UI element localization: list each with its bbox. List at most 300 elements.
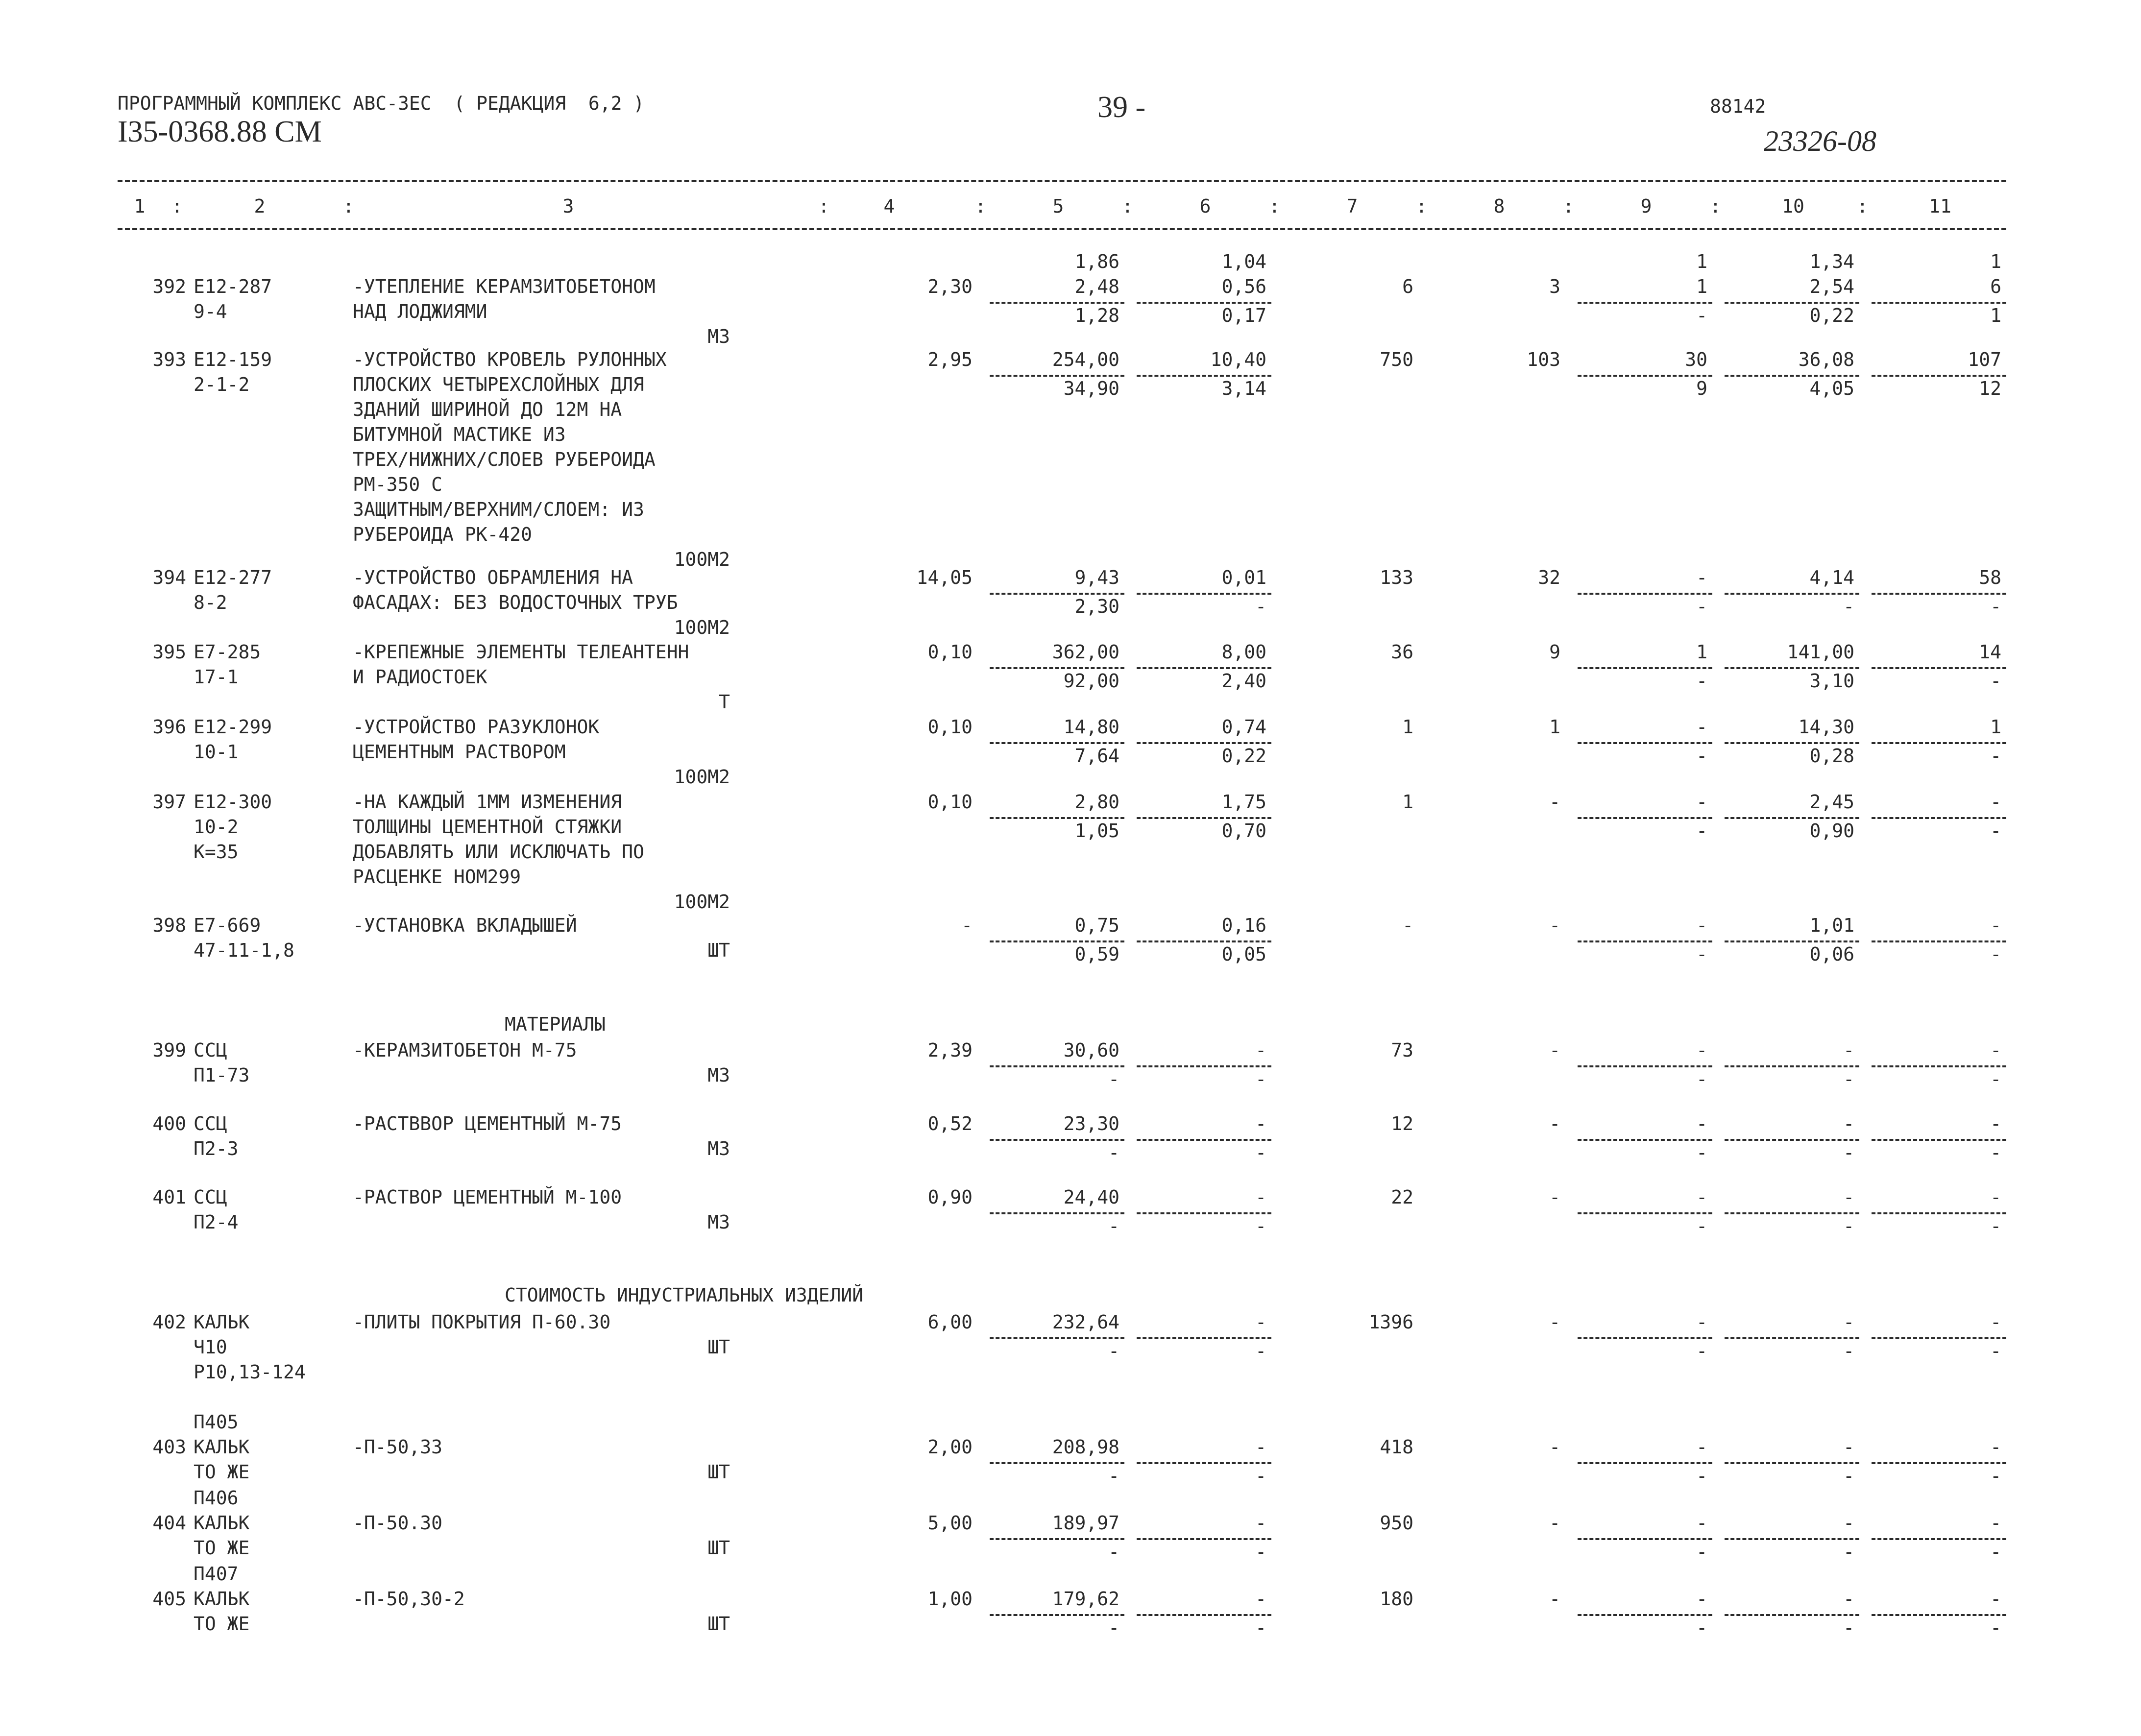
row-unit-cost: 7,64	[1074, 745, 1119, 767]
row-unit-cost: 0,75	[1074, 915, 1119, 936]
column-separator: :	[1857, 195, 1868, 217]
row-unit-wages: -	[1255, 1039, 1266, 1061]
row-machine-wages: 30	[1685, 349, 1707, 370]
row-code-prefix: П407	[194, 1563, 239, 1585]
row-code: 10-1	[194, 741, 239, 763]
row-divider	[1872, 375, 2006, 377]
row-labor: 4,05	[1809, 378, 1854, 399]
row-divider	[1872, 302, 2006, 304]
row-unit-cost: 232,64	[1052, 1311, 1119, 1333]
column-header-8: 8	[1493, 195, 1505, 217]
row-code: 47-11-1,8	[194, 940, 294, 961]
row-code: 9-4	[194, 301, 227, 322]
column-header-5: 5	[1052, 195, 1064, 217]
row-total-wages: -	[1549, 1113, 1560, 1134]
row-unit: М3	[707, 1138, 730, 1159]
row-description: -УСТРОЙСТВО КРОВЕЛЬ РУЛОННЫХ	[353, 349, 667, 370]
row-labor-total: 1	[1990, 716, 2001, 738]
row-unit-wages: -	[1255, 1068, 1266, 1090]
row-divider	[1725, 1212, 1859, 1214]
row-total-cost: 36	[1391, 641, 1413, 663]
row-unit-cost: 0,59	[1074, 943, 1119, 965]
column-header-7: 7	[1346, 195, 1358, 217]
row-quantity: 14,05	[916, 567, 973, 588]
row-total-cost: 133	[1380, 567, 1413, 588]
row-divider	[1578, 1538, 1712, 1540]
row-divider	[1725, 1462, 1859, 1464]
row-machine-wages: -	[1696, 596, 1707, 617]
row-code: П2-4	[194, 1211, 239, 1233]
row-number: 392	[152, 276, 186, 297]
row-labor: -	[1843, 1340, 1854, 1362]
column-header-2: 2	[254, 195, 266, 217]
row-labor-total: -	[1990, 1340, 2001, 1362]
row-description: ЗДАНИЙ ШИРИНОЙ ДО 12М НА	[353, 399, 622, 420]
row-divider	[1872, 593, 2006, 595]
row-total-cost: 1396	[1368, 1311, 1413, 1333]
row-unit: 100М2	[674, 617, 730, 638]
row-divider	[1578, 302, 1712, 304]
column-header-11: 11	[1929, 195, 1951, 217]
row-total-wages: 3	[1549, 276, 1560, 297]
row-divider	[1725, 302, 1859, 304]
row-unit-cost: 9,43	[1074, 567, 1119, 588]
row-divider	[1578, 940, 1712, 942]
row-total-wages: 32	[1538, 567, 1560, 588]
row-machine-wages: -	[1696, 716, 1707, 738]
row-unit: 100М2	[674, 891, 730, 913]
row-labor: -	[1843, 1113, 1854, 1134]
column-separator: :	[343, 195, 354, 217]
column-header-1: 1	[134, 195, 146, 217]
row-total-cost: 180	[1380, 1588, 1413, 1610]
row-code: К=35	[194, 841, 239, 863]
row-total-cost: -	[1402, 915, 1413, 936]
row-code: КАЛЬК	[194, 1311, 250, 1333]
row-machine-wages: -	[1696, 1340, 1707, 1362]
row-unit-cost: -	[1108, 1142, 1119, 1163]
row-labor: -	[1843, 1617, 1854, 1639]
row-description: ДОБАВЛЯТЬ ИЛИ ИСКЛЮЧАТЬ ПО	[353, 841, 644, 863]
row-unit-wages: 1,75	[1221, 791, 1266, 813]
row-divider	[1872, 1538, 2006, 1540]
row-code: Е12-300	[194, 791, 272, 813]
row-divider	[1578, 742, 1712, 744]
row-number: 398	[152, 915, 186, 936]
row-number: 397	[152, 791, 186, 813]
row-labor-total: -	[1990, 1541, 2001, 1563]
row-unit-wages: -	[1255, 1311, 1266, 1333]
row-labor: 0,90	[1809, 820, 1854, 842]
row-labor-total: -	[1990, 791, 2001, 813]
row-labor: -	[1843, 1512, 1854, 1534]
row-divider	[1872, 667, 2006, 669]
row-total-cost: 950	[1380, 1512, 1413, 1534]
row-divider	[990, 1462, 1124, 1464]
row-description: ТРЕХ/НИЖНИХ/СЛОЕВ РУБЕРОИДА	[353, 449, 656, 470]
row-description: -УТЕПЛЕНИЕ КЕРАМЗИТОБЕТОНОМ	[353, 276, 656, 297]
row-description: -РАСТВВОР ЦЕМЕНТНЫЙ М-75	[353, 1113, 622, 1134]
row-code: Е12-277	[194, 567, 272, 588]
row-quantity: 0,52	[927, 1113, 973, 1134]
row-number: 393	[152, 349, 186, 370]
row-code: ТО ЖЕ	[194, 1613, 250, 1635]
row-quantity: 2,95	[927, 349, 973, 370]
row-divider	[990, 1538, 1124, 1540]
row-description: -УСТРОЙСТВО ОБРАМЛЕНИЯ НА	[353, 567, 633, 588]
row-divider	[1137, 593, 1271, 595]
row-machine-wages: -	[1696, 1068, 1707, 1090]
row-description: РМ-350 С	[353, 474, 443, 495]
row-quantity: 0,10	[927, 641, 973, 663]
row-total-wages: -	[1549, 1039, 1560, 1061]
row-unit-wages: -	[1255, 1186, 1266, 1208]
row-unit-cost: 179,62	[1052, 1588, 1119, 1610]
column-header-10: 10	[1782, 195, 1804, 217]
row-divider	[1578, 1337, 1712, 1339]
row-unit-wages: -	[1255, 1512, 1266, 1534]
row-unit-wages: -	[1255, 1436, 1266, 1458]
row-total-wages: -	[1549, 1588, 1560, 1610]
row-divider	[1137, 1462, 1271, 1464]
row-unit-cost: 2,30	[1074, 596, 1119, 617]
row-number: 401	[152, 1186, 186, 1208]
row-machine-wages: -	[1696, 567, 1707, 588]
row-unit-cost: 24,40	[1063, 1186, 1119, 1208]
row-unit-wages: 0,22	[1221, 745, 1266, 767]
section-materials-title: МАТЕРИАЛЫ	[505, 1013, 606, 1035]
column-separator: :	[1416, 195, 1427, 217]
row-description: -КЕРАМЗИТОБЕТОН М-75	[353, 1039, 577, 1061]
row-divider	[1725, 1065, 1859, 1067]
row-divider	[1578, 1139, 1712, 1141]
row-unit-cost: 1,05	[1074, 820, 1119, 842]
row-machine-wages: -	[1696, 1512, 1707, 1534]
row-code: 17-1	[194, 666, 239, 688]
row-total-cost: 73	[1391, 1039, 1413, 1061]
row-unit-wages: -	[1255, 1340, 1266, 1362]
row-divider	[990, 1212, 1124, 1214]
row-labor-total: -	[1990, 670, 2001, 692]
row-labor: 14,30	[1798, 716, 1854, 738]
row-unit-wages: -	[1255, 1215, 1266, 1237]
row-labor-total: -	[1990, 1436, 2001, 1458]
row-unit-wages: 0,56	[1221, 276, 1266, 297]
row-code: ТО ЖЕ	[194, 1537, 250, 1559]
column-header-3: 3	[562, 195, 574, 217]
row-labor-total: -	[1990, 745, 2001, 767]
row-unit-cost: -	[1108, 1068, 1119, 1090]
column-separator: :	[171, 195, 183, 217]
row-quantity: 5,00	[927, 1512, 973, 1534]
row-description: БИТУМНОЙ МАСТИКЕ ИЗ	[353, 424, 566, 445]
row-quantity: 0,10	[927, 791, 973, 813]
row-quantity: 6,00	[927, 1311, 973, 1333]
row-divider	[1872, 1139, 2006, 1141]
row-total-cost: 22	[1391, 1186, 1413, 1208]
row-code: Е7-669	[194, 915, 261, 936]
row-labor: -	[1843, 1588, 1854, 1610]
row-quantity: 2,00	[927, 1436, 973, 1458]
row-labor: 4,14	[1809, 567, 1854, 588]
row-unit-cost: 34,90	[1063, 378, 1119, 399]
row-unit-wages: 1,04	[1221, 251, 1266, 272]
row-divider	[1578, 667, 1712, 669]
row-number: 402	[152, 1311, 186, 1333]
row-divider	[1725, 667, 1859, 669]
row-labor-total: 14	[1979, 641, 2001, 663]
row-machine-wages: 9	[1696, 378, 1707, 399]
row-unit: ШТ	[707, 1336, 730, 1358]
row-unit-wages: -	[1255, 1588, 1266, 1610]
row-total-wages: -	[1549, 915, 1560, 936]
row-labor-total: -	[1990, 1311, 2001, 1333]
row-total-wages: 9	[1549, 641, 1560, 663]
row-unit-cost: 1,28	[1074, 305, 1119, 326]
row-code: КАЛЬК	[194, 1436, 250, 1458]
row-machine-wages: -	[1696, 1113, 1707, 1134]
row-description: НАД ЛОДЖИЯМИ	[353, 301, 487, 322]
row-labor-total: -	[1990, 1068, 2001, 1090]
handwritten-number: 23326-08	[1764, 125, 1876, 157]
row-divider	[1578, 1212, 1712, 1214]
row-total-wages: -	[1549, 1512, 1560, 1534]
row-total-cost: 1	[1402, 791, 1413, 813]
row-divider	[1725, 375, 1859, 377]
row-divider	[990, 940, 1124, 942]
row-description: ЦЕМЕНТНЫМ РАСТВОРОМ	[353, 741, 566, 763]
column-separator: :	[1563, 195, 1574, 217]
row-divider	[1137, 1065, 1271, 1067]
row-divider	[1725, 817, 1859, 819]
row-divider	[1872, 1614, 2006, 1616]
row-machine-wages: -	[1696, 1311, 1707, 1333]
row-code: КАЛЬК	[194, 1588, 250, 1610]
row-unit-cost: -	[1108, 1465, 1119, 1487]
row-divider	[1872, 817, 2006, 819]
row-total-wages: -	[1549, 1436, 1560, 1458]
row-divider	[1725, 742, 1859, 744]
row-divider	[990, 593, 1124, 595]
row-machine-wages: -	[1696, 670, 1707, 692]
row-labor-total: 107	[1968, 349, 2001, 370]
row-machine-wages: -	[1696, 1436, 1707, 1458]
row-quantity: 0,90	[927, 1186, 973, 1208]
row-description: ЗАЩИТНЫМ/ВЕРХНИМ/СЛОЕМ: ИЗ	[353, 499, 644, 520]
row-description: -П-50,30-2	[353, 1588, 465, 1610]
row-total-cost: 6	[1402, 276, 1413, 297]
row-divider	[1137, 742, 1271, 744]
row-total-wages: 103	[1527, 349, 1560, 370]
row-code: Е7-285	[194, 641, 261, 663]
row-labor: 36,08	[1798, 349, 1854, 370]
row-labor: 2,45	[1809, 791, 1854, 813]
row-unit-wages: 0,74	[1221, 716, 1266, 738]
document-code: I35-0368.88 СМ	[118, 115, 322, 148]
row-divider	[1137, 1614, 1271, 1616]
column-separator: :	[975, 195, 986, 217]
row-labor-total: 12	[1979, 378, 2001, 399]
row-divider	[990, 742, 1124, 744]
row-description: ПЛОСКИХ ЧЕТЫРЕХСЛОЙНЫХ ДЛЯ	[353, 374, 644, 395]
row-code: П2-3	[194, 1138, 239, 1159]
column-separator: :	[1269, 195, 1280, 217]
row-labor: 1,34	[1809, 251, 1854, 272]
row-description: -РАСТВОР ЦЕМЕНТНЫЙ М-100	[353, 1186, 622, 1208]
row-labor-total: -	[1990, 943, 2001, 965]
row-divider	[990, 1337, 1124, 1339]
row-divider	[1578, 1065, 1712, 1067]
row-divider	[990, 1065, 1124, 1067]
row-description: -УСТРОЙСТВО РАЗУКЛОНОК	[353, 716, 600, 738]
row-machine-wages: -	[1696, 943, 1707, 965]
row-unit: М3	[707, 1064, 730, 1086]
row-unit-cost: 208,98	[1052, 1436, 1119, 1458]
row-labor: 2,54	[1809, 276, 1854, 297]
row-description: РУБЕРОИДА РК-420	[353, 524, 533, 545]
row-labor-total: -	[1990, 1617, 2001, 1639]
row-code: ССЦ	[194, 1186, 227, 1208]
row-unit-wages: -	[1255, 1113, 1266, 1134]
row-unit-cost: 23,30	[1063, 1113, 1119, 1134]
row-number: 405	[152, 1588, 186, 1610]
row-code: КАЛЬК	[194, 1512, 250, 1534]
row-unit: 100М2	[674, 766, 730, 788]
row-machine-wages: -	[1696, 1465, 1707, 1487]
row-labor: 141,00	[1787, 641, 1854, 663]
row-labor: 3,10	[1809, 670, 1854, 692]
row-description: -ПЛИТЫ ПОКРЫТИЯ П-60.30	[353, 1311, 611, 1333]
row-machine-wages: -	[1696, 1617, 1707, 1639]
row-machine-wages: -	[1696, 1039, 1707, 1061]
row-labor: -	[1843, 1436, 1854, 1458]
row-divider	[1137, 302, 1271, 304]
row-divider	[1137, 940, 1271, 942]
row-unit: ШТ	[707, 1537, 730, 1559]
row-labor: -	[1843, 1186, 1854, 1208]
row-total-cost: 12	[1391, 1113, 1413, 1134]
row-labor: -	[1843, 1541, 1854, 1563]
row-labor-total: -	[1990, 1512, 2001, 1534]
row-code: Р10,13-124	[194, 1361, 306, 1383]
row-unit-wages: 0,16	[1221, 915, 1266, 936]
row-description: -П-50.30	[353, 1512, 443, 1534]
row-quantity: 1,00	[927, 1588, 973, 1610]
row-unit-wages: -	[1255, 1617, 1266, 1639]
row-description: -П-50,33	[353, 1436, 443, 1458]
row-labor-total: 58	[1979, 567, 2001, 588]
row-unit: М3	[707, 326, 730, 347]
header-rule-bottom	[118, 228, 2006, 230]
row-labor-total: -	[1990, 1215, 2001, 1237]
row-description: И РАДИОСТОЕК	[353, 666, 487, 688]
row-divider	[1137, 1212, 1271, 1214]
row-divider	[990, 302, 1124, 304]
row-unit-cost: 14,80	[1063, 716, 1119, 738]
row-divider	[990, 667, 1124, 669]
row-divider	[1725, 940, 1859, 942]
row-total-cost: 418	[1380, 1436, 1413, 1458]
row-divider	[990, 375, 1124, 377]
row-machine-wages: -	[1696, 820, 1707, 842]
row-unit-cost: -	[1108, 1541, 1119, 1563]
row-divider	[1872, 1065, 2006, 1067]
row-divider	[1725, 1337, 1859, 1339]
row-unit-cost: -	[1108, 1617, 1119, 1639]
row-labor: 0,28	[1809, 745, 1854, 767]
column-header-9: 9	[1640, 195, 1652, 217]
row-labor: -	[1843, 1039, 1854, 1061]
row-unit: ШТ	[707, 940, 730, 961]
row-number: 400	[152, 1113, 186, 1134]
row-labor: 0,06	[1809, 943, 1854, 965]
program-title: ПРОГРАММНЫЙ КОМПЛЕКС АВС-ЗЕС ( РЕДАКЦИЯ 6,2 )	[118, 93, 645, 114]
row-unit-cost: 1,86	[1074, 251, 1119, 272]
row-unit-cost: 362,00	[1052, 641, 1119, 663]
row-code-prefix: П406	[194, 1487, 239, 1509]
row-unit-cost: -	[1108, 1215, 1119, 1237]
row-labor: -	[1843, 1142, 1854, 1163]
row-labor: -	[1843, 1311, 1854, 1333]
row-unit-wages: 0,05	[1221, 943, 1266, 965]
row-divider	[990, 817, 1124, 819]
row-total-wages: -	[1549, 1311, 1560, 1333]
row-unit: Т	[719, 691, 730, 713]
row-quantity: 2,30	[927, 276, 973, 297]
column-header-6: 6	[1199, 195, 1211, 217]
row-machine-wages: -	[1696, 915, 1707, 936]
row-labor: -	[1843, 1465, 1854, 1487]
row-total-cost: 750	[1380, 349, 1413, 370]
row-description: -УСТАНОВКА ВКЛАДЫШЕЙ	[353, 915, 577, 936]
row-total-cost: 1	[1402, 716, 1413, 738]
row-machine-wages: -	[1696, 1186, 1707, 1208]
column-separator: :	[818, 195, 829, 217]
row-description: РАСЦЕНКЕ НОМ299	[353, 866, 521, 888]
row-unit-wages: 2,40	[1221, 670, 1266, 692]
row-machine-wages: 1	[1696, 641, 1707, 663]
row-number: 403	[152, 1436, 186, 1458]
row-unit-wages: 0,17	[1221, 305, 1266, 326]
row-number: 404	[152, 1512, 186, 1534]
row-description: -КРЕПЕЖНЫЕ ЭЛЕМЕНТЫ ТЕЛЕАНТЕНН	[353, 641, 689, 663]
row-labor: -	[1843, 1215, 1854, 1237]
row-unit: 100М2	[674, 549, 730, 570]
row-divider	[1137, 1538, 1271, 1540]
row-labor-total: 6	[1990, 276, 2001, 297]
row-labor-total: -	[1990, 1113, 2001, 1134]
row-labor-total: -	[1990, 820, 2001, 842]
row-code: Е12-299	[194, 716, 272, 738]
header-rule-top	[118, 180, 2006, 182]
row-divider	[1578, 1614, 1712, 1616]
row-unit-wages: 3,14	[1221, 378, 1266, 399]
row-divider	[1872, 1337, 2006, 1339]
row-code: 10-2	[194, 816, 239, 838]
row-description: ФАСАДАХ: БЕЗ ВОДОСТОЧНЫХ ТРУБ	[353, 592, 678, 613]
row-unit-cost: 2,80	[1074, 791, 1119, 813]
section-products-title: СТОИМОСТЬ ИНДУСТРИАЛЬНЫХ ИЗДЕЛИЙ	[505, 1284, 864, 1306]
row-unit-wages: 10,40	[1210, 349, 1266, 370]
row-divider	[1137, 1139, 1271, 1141]
row-divider	[1137, 817, 1271, 819]
row-unit-cost: -	[1108, 1340, 1119, 1362]
row-unit-wages: -	[1255, 596, 1266, 617]
row-divider	[1872, 1462, 2006, 1464]
row-code: ССЦ	[194, 1039, 227, 1061]
row-labor: 1,01	[1809, 915, 1854, 936]
row-labor-total: -	[1990, 596, 2001, 617]
